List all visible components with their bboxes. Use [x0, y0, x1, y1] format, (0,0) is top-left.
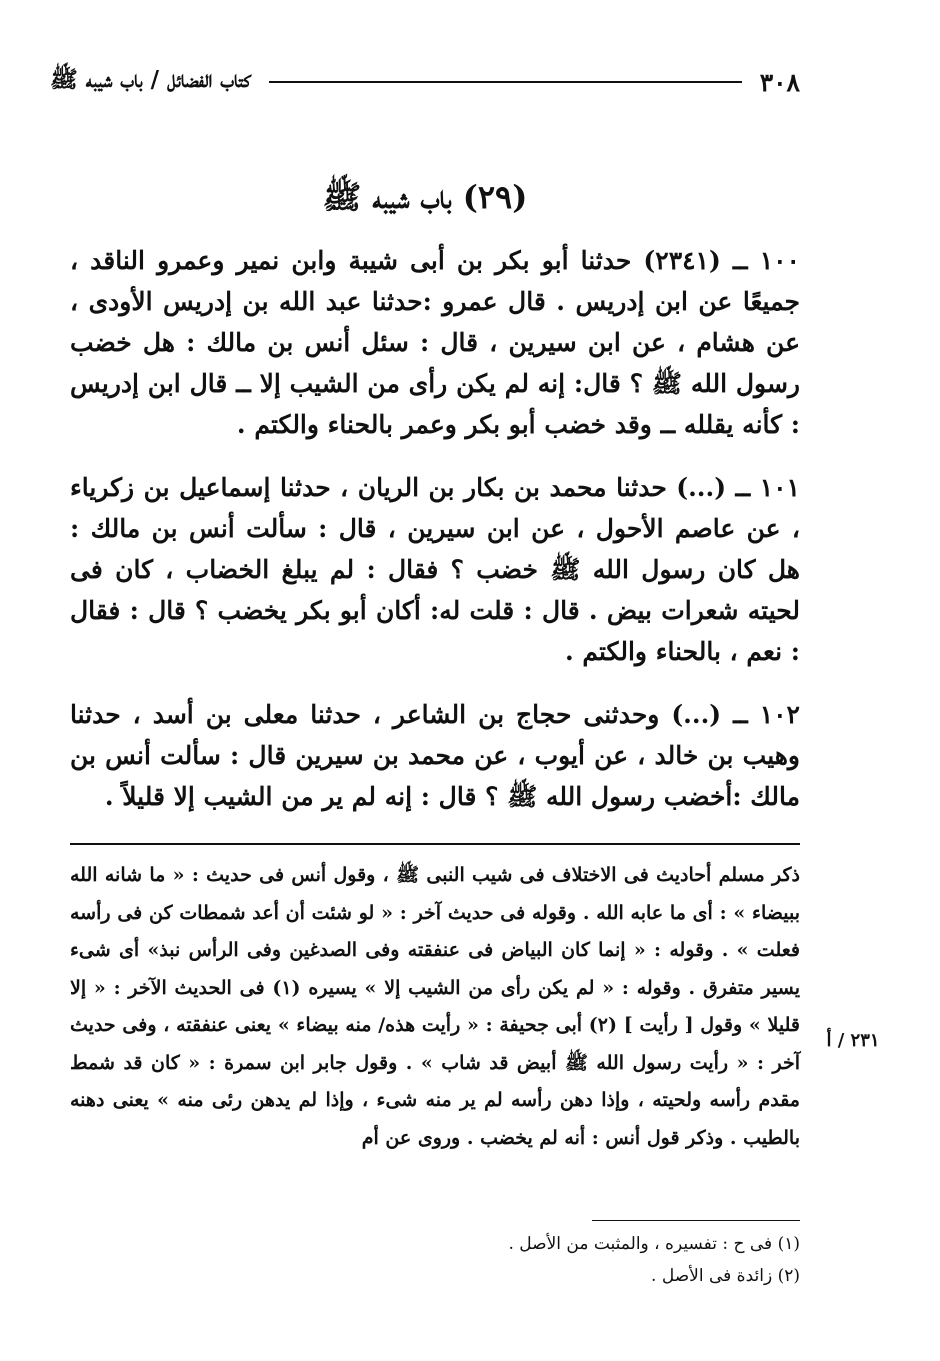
footnotes — [300, 1228, 800, 1292]
footnote-rule — [592, 1220, 800, 1221]
hadith-102: ١٠٢ ــ (...) وحدثنى حجاج بن الشاعر ، حدثنا معلى بن أسد ، حدثنا وهيب بن خالد ، عن أيوب ، عن محمد بن سيرين قال : سألت أنس بن مالك :أخضب رسول الله ﷺ ؟ قال : إنه لم ير من الشيب إلا قليلاً . — [70, 700, 800, 811]
header-rule — [269, 81, 742, 83]
footnote-1: (١) فى ح : تفسيره ، والمثبت من الأصل . — [508, 1234, 800, 1254]
footnote-2: (٢) زائدة فى الأصل . — [651, 1266, 800, 1286]
page-header — [50, 62, 800, 102]
commentary-text: ذكر مسلم أحاديث فى الاختلاف فى شيب النبى ﷺ ، وقول أنس فى حديث : « ما شانه الله ببيضاء » : أى ما عابه الله . وقوله فى حديث آخر : « لو شئت أن أعد شمطات كن فى رأسه فعلت » . وقوله : « إنما كان البياض فى عنفقته وفى الصدغين وفى الرأس نبذ» أى شىء يسير متفرق . وقوله : « لم يكن رأى من الشيب إلا » يسيره (١) فى الحديث الآخر : « إلا قليلا » وقول [ رأيت ] (٢) أبى جحيفة : « رأيت هذه/ منه بيضاء » يعنى عنفقته ، وفى حديث آخر : « رأيت رسول الله ﷺ أبيض قد شاب » . وقول جابر ابن سمرة : « كان قد شمط مقدم رأسه ولحيته ، وإذا دهن رأسه لم ير منه شىء ، وإذا لم يدهن رئى منه » يعنى دهنه بالطيب . وذكر قول أنس : أنه لم يخضب . وروى عن أم — [70, 864, 800, 1149]
commentary-divider — [70, 843, 800, 845]
page-number: ٣٠٨ — [759, 67, 800, 97]
commentary-section — [70, 857, 800, 1157]
hadith-100: ١٠٠ ــ (٢٣٤١) حدثنا أبو بكر بن أبى شيبة وابن نمير وعمرو الناقد ، جميعًا عن ابن إدريس . قال عمرو :حدثنا عبد الله بن إدريس الأودى ، عن هشام ، عن ابن سيرين ، قال : سئل أنس بن مالك : هل خضب رسول الله ﷺ ؟ قال: إنه لم يكن رأى من الشيب إلا ــ قال ابن إدريس : كأنه يقلله ــ وقد خضب أبو بكر وعمر بالحناء والكتم . — [70, 246, 800, 439]
running-title: كتاب الفضائل / باب شيبه ﷺ — [50, 66, 251, 93]
hadith-section — [70, 240, 800, 839]
margin-reference: ٢٣١ / أ — [826, 1030, 880, 1051]
hadith-101: ١٠١ ــ (...) حدثنا محمد بن بكار بن الريان ، حدثنا إسماعيل بن زكرياء ، عن عاصم الأحول ، عن ابن سيرين ، قال : سألت أنس بن مالك : هل كان رسول الله ﷺ خضب ؟ فقال : لم يبلغ الخضاب ، كان فى لحيته شعرات بيض . قال : قلت له: أكان أبو بكر يخضب ؟ قال : فقال : نعم ، بالحناء والكتم . — [70, 473, 800, 666]
chapter-title: (٢٩) باب شيبه ﷺ — [322, 178, 528, 216]
